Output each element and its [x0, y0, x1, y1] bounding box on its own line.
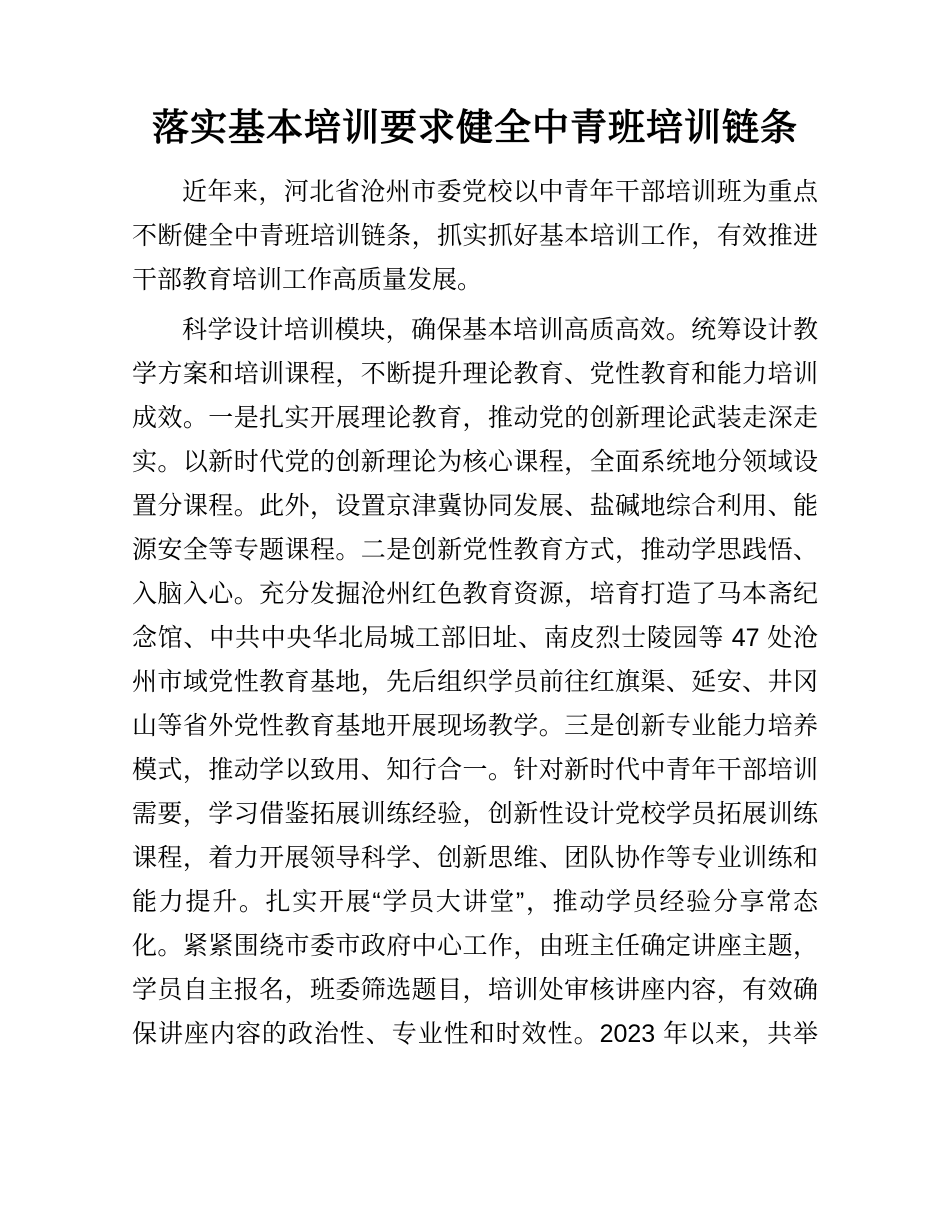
text-line: 不断健全中青班培训链条，抓实抓好基本培训工作，有效推进 — [132, 222, 818, 250]
text-line: 成效。一是扎实开展理论教育，推动党的创新理论武装走深走 — [132, 404, 818, 432]
text-line: 近年来，河北省沧州市委党校以中青年干部培训班为重点 — [182, 178, 818, 206]
text-line: 实。以新时代党的创新理论为核心课程，全面系统地分领域设 — [132, 448, 818, 476]
document-body — [0, 170, 950, 1056]
paragraph-training-modules — [132, 308, 818, 1056]
paragraph-intro — [132, 170, 818, 302]
text-line: 模式，推动学以致用、知行合一。针对新时代中青年干部培训 — [132, 756, 818, 784]
text-line: 州市域党性教育基地，先后组织学员前往红旗渠、延安、井冈 — [132, 668, 818, 696]
text-line: 化。紧紧围绕市委市政府中心工作，由班主任确定讲座主题， — [132, 932, 818, 960]
text-line: 念馆、中共中央华北局城工部旧址、南皮烈士陵园等 47 处沧 — [132, 624, 818, 652]
text-line: 入脑入心。充分发掘沧州红色教育资源，培育打造了马本斋纪 — [132, 580, 818, 608]
text-line: 源安全等专题课程。二是创新党性教育方式，推动学思践悟、 — [132, 536, 818, 564]
text-line: 山等省外党性教育基地开展现场教学。三是创新专业能力培养 — [132, 712, 818, 740]
text-line: 干部教育培训工作高质量发展。 — [132, 266, 483, 294]
text-line: 需要，学习借鉴拓展训练经验，创新性设计党校学员拓展训练 — [132, 800, 818, 828]
text-line: 科学设计培训模块，确保基本培训高质高效。统筹设计教 — [182, 316, 818, 344]
text-line: 能力提升。扎实开展“学员大讲堂”，推动学员经验分享常态 — [132, 888, 818, 916]
text-line: 课程，着力开展领导科学、创新思维、团队协作等专业训练和 — [132, 844, 818, 872]
document-title: 落实基本培训要求健全中青班培训链条 — [152, 107, 798, 148]
text-line: 学员自主报名，班委筛选题目，培训处审核讲座内容，有效确 — [132, 976, 818, 1004]
text-line: 学方案和培训课程，不断提升理论教育、党性教育和能力培训 — [132, 360, 818, 388]
text-line: 置分课程。此外，设置京津冀协同发展、盐碱地综合利用、能 — [132, 492, 818, 520]
text-line: 保讲座内容的政治性、专业性和时效性。2023 年以来，共举 — [132, 1020, 818, 1048]
